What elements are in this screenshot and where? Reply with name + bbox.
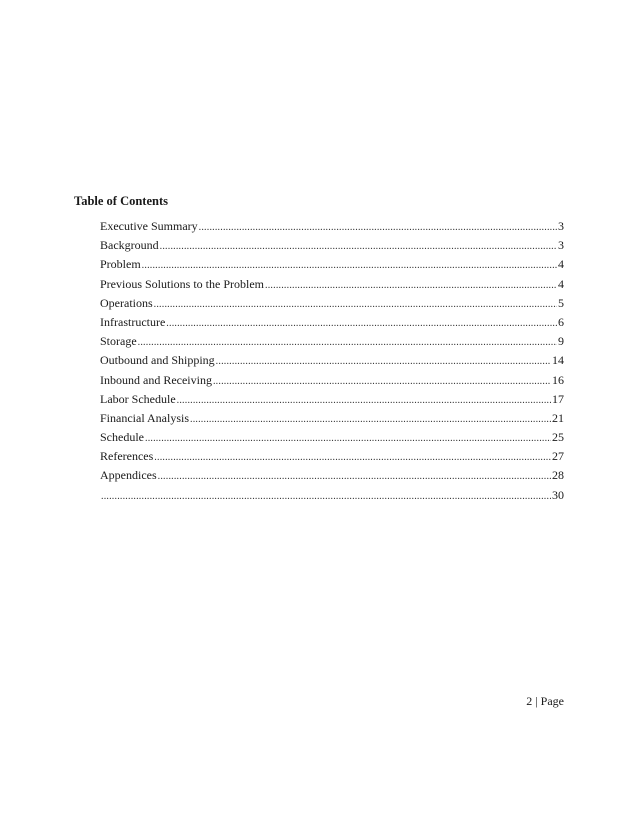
toc-entry-page-number: 14 <box>552 353 564 368</box>
toc-entry-label: Executive Summary <box>100 219 198 233</box>
toc-dot-leader <box>177 391 551 409</box>
toc-entry[interactable] <box>100 409 564 428</box>
toc-entry[interactable] <box>100 313 564 332</box>
toc-dot-leader <box>216 352 551 370</box>
toc-entry-page-number: 16 <box>552 372 564 387</box>
toc-entry-page-number: 21 <box>552 410 564 425</box>
toc-entry[interactable] <box>100 217 564 236</box>
toc-dot-leader <box>190 410 551 428</box>
toc-entry-label: Appendices <box>100 468 157 483</box>
toc-entry-page-number: 6 <box>558 314 564 329</box>
toc-dot-leader <box>142 256 557 274</box>
toc-dot-leader <box>160 237 557 255</box>
toc-entry[interactable] <box>100 428 564 447</box>
toc-entry-page-number: 4 <box>558 257 564 272</box>
toc-entry-page-number: 27 <box>552 449 564 464</box>
toc-entry[interactable] <box>100 275 564 294</box>
toc-dot-leader <box>265 276 557 294</box>
toc-dot-leader <box>166 314 557 332</box>
toc-entry[interactable] <box>100 447 564 466</box>
toc-dot-leader <box>145 429 551 447</box>
toc-entry[interactable] <box>100 332 564 351</box>
toc-entry-label: Storage <box>100 334 137 349</box>
toc-entry-page-number: 25 <box>552 430 564 445</box>
toc-dot-leader <box>154 295 557 313</box>
page-footer: 2 | Page <box>526 694 564 708</box>
toc-entry-label: Labor Schedule <box>100 391 176 406</box>
toc-entry-label: Background <box>100 238 159 253</box>
toc-dot-leader <box>158 467 551 485</box>
toc-dot-leader <box>154 448 551 466</box>
toc-entry[interactable] <box>100 236 564 255</box>
toc-entry[interactable] <box>100 351 564 370</box>
toc-entry-label: References <box>100 449 154 464</box>
toc-entry-label: Inbound and Receiving <box>100 372 212 387</box>
toc-entry[interactable] <box>100 255 564 274</box>
toc-entry-page-number: 3 <box>558 238 564 253</box>
toc-entry-label: Infrastructure <box>100 314 166 329</box>
toc-dot-leader <box>199 218 557 236</box>
toc-entry-page-number: 4 <box>558 276 564 291</box>
toc-entry[interactable] <box>100 466 564 485</box>
toc-entry-label: Previous Solutions to the Problem <box>100 276 265 291</box>
toc-list <box>100 217 564 505</box>
toc-dot-leader <box>101 487 551 505</box>
toc-entry-label: Financial Analysis <box>100 410 189 425</box>
toc-entry[interactable] <box>100 390 564 409</box>
toc-entry[interactable] <box>100 294 564 313</box>
toc-dot-leader <box>213 372 551 390</box>
toc-dot-leader <box>138 333 557 351</box>
toc-entry-label: Problem <box>100 257 141 272</box>
toc-entry-page-number: 17 <box>552 391 564 406</box>
toc-entry[interactable] <box>100 486 564 505</box>
toc-entry[interactable] <box>100 371 564 390</box>
toc-entry-page-number: 9 <box>558 334 564 349</box>
toc-heading: Table of Contents <box>74 194 168 208</box>
toc-entry-label: Schedule <box>100 430 144 445</box>
toc-entry-page-number: 30 <box>552 487 564 502</box>
toc-entry-label: Outbound and Shipping <box>100 353 215 368</box>
toc-entry-label: Operations <box>100 295 153 310</box>
toc-entry-page-number: 3 <box>558 219 564 233</box>
toc-entry-page-number: 28 <box>552 468 564 483</box>
toc-entry-page-number: 5 <box>558 295 564 310</box>
